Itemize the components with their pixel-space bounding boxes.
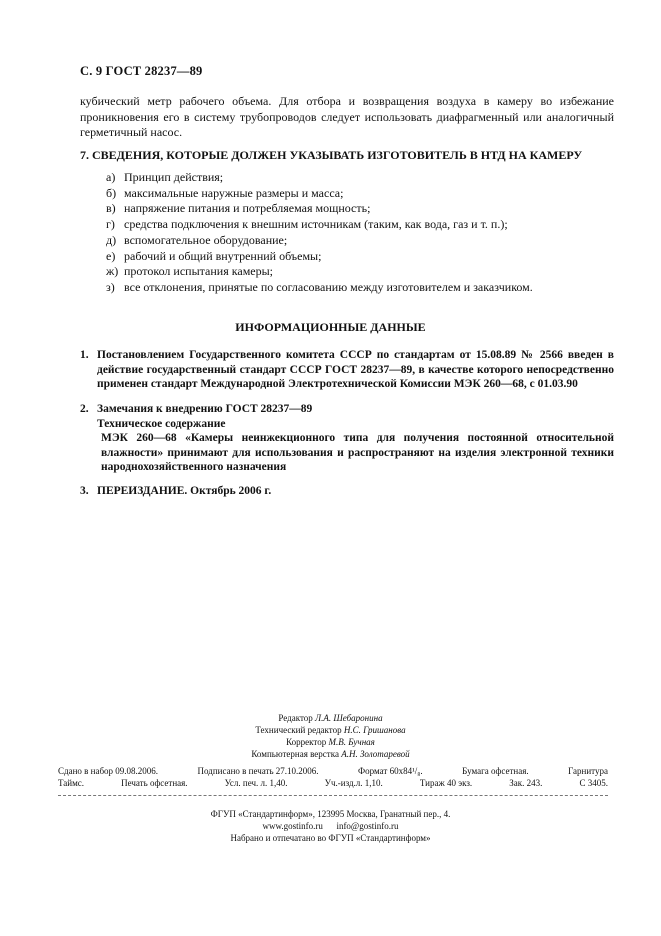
info-item-number: 2. [80,403,89,415]
list-item: б) максимальные наружные размеры и масса; [106,185,344,200]
info-item-line: Замечания к внедрению ГОСТ 28237—89 [97,403,313,415]
list-item: е) рабочий и общий внутренний объемы; [106,248,322,263]
credit-line: Редактор Л.А. Шебаронина [278,713,383,723]
info-item-line: Техническое содержание [97,417,226,430]
info-item-3 [80,484,614,499]
info-item-2 [80,402,614,475]
email-link[interactable]: info@gostinfo.ru [336,821,399,831]
editorial-credits [0,712,661,760]
publisher-contacts [0,820,661,832]
info-item-1 [80,348,614,392]
credit-line: Корректор М.В. Бучная [286,737,375,747]
list-item: з) все отклонения, принятые по согласованию между изготовителем и заказчиком. [106,279,533,294]
section-7-list [106,170,533,296]
list-item: а) Принцип действия; [106,170,224,184]
info-item-text: МЭК 260—68 «Камеры неинжекционного типа для получения постоянной относительной влажности» принимают для использования и распространяют на изделия электронной техники народнохозяйственного назначения [101,432,614,473]
list-item: ж) протокол испытания камеры; [106,264,274,279]
imprint-divider [58,795,608,796]
publisher-address: ФГУП «Стандартинформ», 123995 Москва, Гранатный пер., 4. [210,809,451,819]
website-link[interactable]: www.gostinfo.ru [262,821,323,831]
info-item-number: 1. [80,349,89,361]
publisher-footer [0,808,661,844]
list-item: г) средства подключения к внешним источникам (таким, как вода, газ и т. п.); [106,217,508,232]
printer-note: Набрано и отпечатано во ФГУП «Стандартинформ» [230,833,431,843]
info-section-title: ИНФОРМАЦИОННЫЕ ДАННЫЕ [235,320,426,334]
list-item: д) вспомогательное оборудование; [106,232,288,247]
credit-line: Технический редактор Н.С. Гришанова [255,725,406,735]
list-item: в) напряжение питания и потребляемая мощность; [106,201,371,216]
info-item-text: ПЕРЕИЗДАНИЕ. Октябрь 2006 г. [97,485,272,497]
imprint-line-2: Таймс. Печать офсетная. Усл. печ. л. 1,40. Уч.-изд.л. 1,10. Тираж 40 экз. Зак. 243. С 3405. [58,778,608,788]
info-item-number: 3. [80,485,89,497]
info-item-text: Постановлением Государственного комитета СССР по стандартам от 15.08.89 № 2566 введен в действие государственный стандарт СССР ГОСТ 28237—89, в качестве которого непосредственно применен стандарт Международной Электротехнической Комиссии МЭК 260—68, с 01.03.90 [97,349,614,390]
credit-line: Компьютерная верстка А.Н. Золотаревой [251,749,410,759]
section-7-title: 7. СВЕДЕНИЯ, КОТОРЫЕ ДОЛЖЕН УКАЗЫВАТЬ ИЗГОТОВИТЕЛЬ В НТД НА КАМЕРУ [80,148,583,162]
page-header: С. 9 ГОСТ 28237—89 [80,64,203,78]
imprint-line-1: Сдано в набор 09.08.2006. Подписано в печать 27.10.2006. Формат 60х84¹/₈. Бумага офсетная. Гарнитура [58,766,608,776]
print-imprint [58,765,608,789]
intro-paragraph: кубический метр рабочего объема. Для отбора и возвращения воздуха в камеру во избежание проникновения его в систему трубопроводов следует использовать диафрагменный или аналогичный герметичный насос. [80,94,614,139]
